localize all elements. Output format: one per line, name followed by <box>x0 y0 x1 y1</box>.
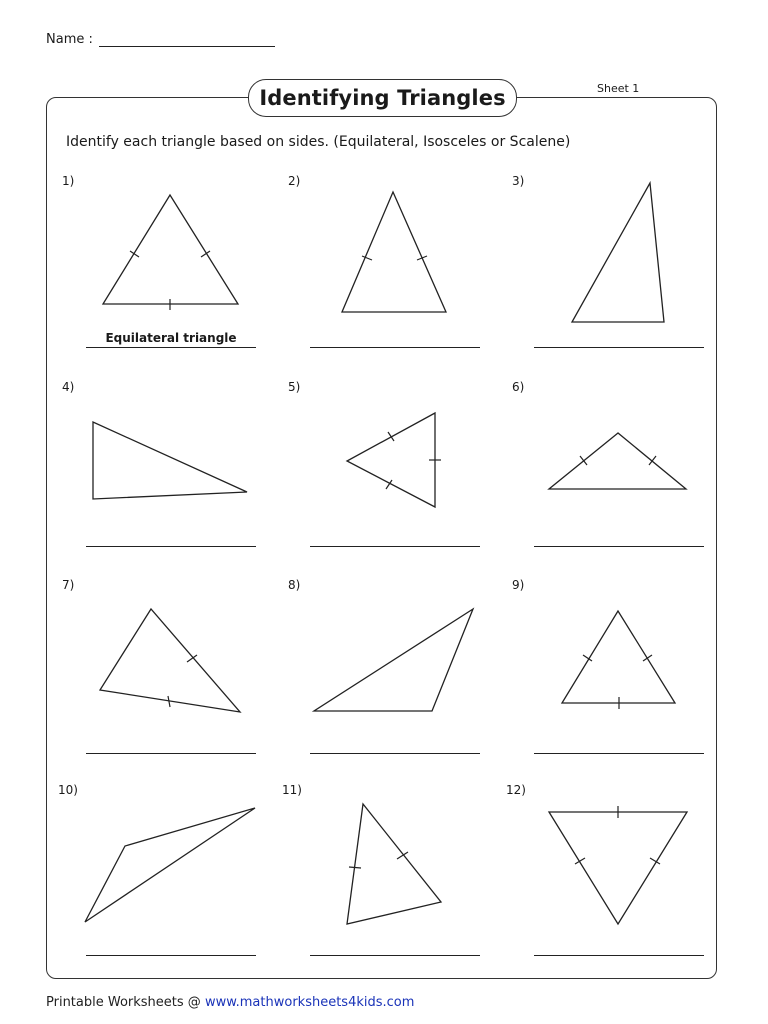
problem-number: 5) <box>288 380 301 394</box>
problem-number: 1) <box>62 174 75 188</box>
problem-number: 4) <box>62 380 75 394</box>
answer-line[interactable] <box>86 753 256 754</box>
problem-number: 11) <box>282 783 302 797</box>
answer-line[interactable] <box>310 753 480 754</box>
answer-line[interactable] <box>534 546 704 547</box>
problem-number: 9) <box>512 578 525 592</box>
answer-line[interactable] <box>534 955 704 956</box>
worksheet-title: Identifying Triangles <box>248 79 517 117</box>
name-label: Name : <box>46 32 93 47</box>
problem-number: 6) <box>512 380 525 394</box>
name-row <box>46 32 275 47</box>
worksheet-frame <box>46 97 717 979</box>
footer-prefix: Printable Worksheets @ <box>46 995 205 1010</box>
answer-line[interactable] <box>534 347 704 348</box>
answer-text: Equilateral triangle <box>105 331 237 345</box>
footer-site-link[interactable]: www.mathworksheets4kids.com <box>204 995 415 1010</box>
instructions: Identify each triangle based on sides. (Equilateral, Isosceles or Scalene) <box>66 134 571 150</box>
problem-number: 3) <box>512 174 525 188</box>
answer-line[interactable] <box>86 546 256 547</box>
answer-line[interactable] <box>310 955 480 956</box>
name-field-line[interactable] <box>99 32 275 47</box>
answer-line[interactable] <box>310 347 480 348</box>
problem-number: 7) <box>62 578 75 592</box>
problem-number: 10) <box>58 783 78 797</box>
problem-number: 8) <box>288 578 301 592</box>
answer-line[interactable] <box>534 753 704 754</box>
answer-line[interactable] <box>86 955 256 956</box>
sheet-label: Sheet 1 <box>597 82 640 95</box>
answer-line[interactable] <box>86 347 256 348</box>
answer-line[interactable] <box>310 546 480 547</box>
footer <box>46 995 414 1010</box>
problem-number: 2) <box>288 174 301 188</box>
problem-number: 12) <box>506 783 526 797</box>
